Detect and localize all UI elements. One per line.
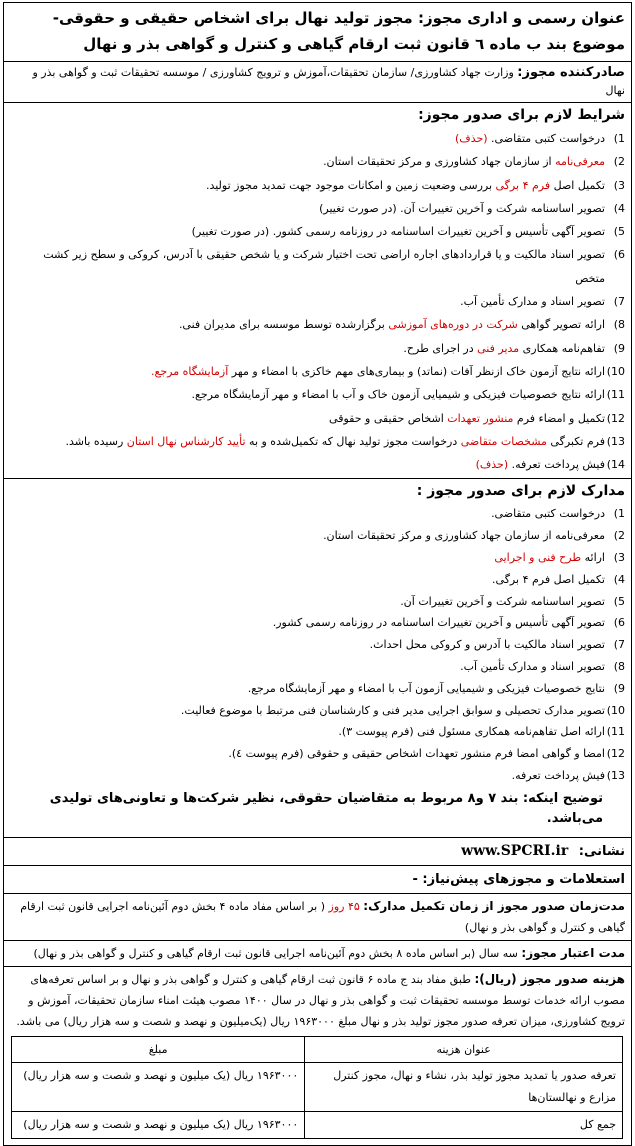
item-number: 13) bbox=[606, 769, 625, 783]
item-number: 5) bbox=[613, 225, 625, 239]
item-number: 13) bbox=[606, 434, 625, 448]
highlighted-text: فرم ۴ برگی bbox=[495, 178, 551, 192]
list-item bbox=[10, 360, 625, 383]
list-item bbox=[10, 743, 625, 765]
documents-note: توضیح اینکه: بند ٧ و٨ مربوط به متقاضیان حقوقی، نظیر شرکت‌ها و تعاونی‌های تولیدی می‌باشد. bbox=[49, 790, 603, 826]
list-item bbox=[10, 197, 625, 220]
highlighted-text: تأیید کارشناس نهال استان bbox=[126, 434, 246, 448]
list-item bbox=[10, 174, 625, 197]
item-text bbox=[10, 547, 605, 569]
item-text-part: امضا و گواهی امضا فرم منشور تعهدات اشخاص حقیقی و حقوقی (فرم پیوست ٤). bbox=[228, 747, 605, 761]
conditions-list bbox=[10, 127, 625, 476]
issuer-label: صادرکننده مجوز: bbox=[517, 65, 625, 80]
validity-text: سه سال (بر اساس ماده ۸ بخش دوم آئین‌نامه اجرایی قانون ثبت ارقام گیاهی و کنترل و گواهی بذر و نهال) bbox=[33, 946, 522, 960]
item-number: 5) bbox=[613, 594, 625, 608]
documents-list bbox=[10, 503, 625, 786]
item-text-part: رسیده باشد. bbox=[65, 434, 127, 448]
item-number: 9) bbox=[613, 681, 625, 695]
documents-heading: مدارک لازم برای صدور مجوز : bbox=[416, 483, 625, 500]
item-text-part: ارائه نتایج خصوصیات فیزیکی و شیمیایی آزمون خاک و آب با امضاء و مهر آزمایشگاه مرجع. bbox=[191, 388, 605, 402]
item-text bbox=[10, 453, 605, 476]
list-item bbox=[10, 220, 625, 243]
duration-row bbox=[3, 893, 632, 940]
item-text-part: تصویر مدارک تحصیلی و سوابق اجرایی مدیر فنی و کارشناسان فنی مرتبط با موضوع فعالیت. bbox=[180, 703, 605, 717]
list-item bbox=[10, 503, 625, 525]
item-text-part: تصویر آگهی تأسیس و آخرین تغییرات اساسنامه در روزنامه رسمی کشور. (در صورت تغییر) bbox=[191, 225, 605, 239]
item-text bbox=[10, 360, 605, 383]
item-text bbox=[10, 174, 605, 197]
item-text bbox=[10, 337, 605, 360]
item-text bbox=[10, 721, 605, 743]
item-text-part: فیش پرداخت تعرفه. bbox=[511, 769, 605, 783]
list-item bbox=[10, 612, 625, 634]
item-number: 2) bbox=[613, 529, 625, 543]
item-number: 3) bbox=[613, 178, 625, 192]
address-row bbox=[3, 837, 632, 865]
list-item bbox=[10, 591, 625, 613]
item-text-part: تصویر آگهی تأسیس و آخرین تغییرات اساسنامه در روزنامه رسمی کشور. bbox=[272, 616, 605, 630]
list-item bbox=[10, 721, 625, 743]
item-number: 7) bbox=[613, 638, 625, 652]
list-item bbox=[10, 243, 625, 290]
list-item bbox=[10, 127, 625, 150]
fee-section bbox=[3, 966, 632, 1146]
item-text bbox=[10, 313, 605, 336]
fee-row-title: تعرفه صدور یا تمدید مجوز تولید بذر، نشاء و نهال، مجوز کنترل مزارع و نهالستان‌ها bbox=[305, 1062, 623, 1111]
duration-text: ( بر اساس مفاد ماده ۴ بخش دوم آئین‌نامه اجرایی قانون ثبت ارقام گیاهی و کنترل و گواهی بذر و نهال) bbox=[20, 899, 625, 934]
list-item bbox=[10, 290, 625, 313]
fee-text: طبق مفاد بند ج ماده ۶ قانون ثبت ارقام گیاهی و کنترل و گواهی بذر و نهال و بر اساس تعرفه‌های مصوب ارائه خدمات توسط موسسه تحقیقات ثبت و گواهی بذر و نهال در سال ۱۴۰۰ مصوب هیئت امناء سازمان تحقیقات، آموزش و ترویج کشاورزی، میزان تعرفه صدور مجوز تولید بذر و نهال مبلغ ۱۹۶۳۰۰۰ ریال (یک‌میلیون و نهصد و شصت و سه هزار ریال) می باشد. bbox=[16, 972, 625, 1028]
item-text-part: تکمیل و امضاء فرم bbox=[513, 411, 605, 425]
validity-label: مدت اعتبار مجوز: bbox=[521, 945, 625, 960]
item-text-part: تکمیل اصل bbox=[550, 178, 605, 192]
fee-table bbox=[11, 1036, 623, 1139]
item-text-part: تصویر اسناد و مدارک تأمین آب. bbox=[460, 660, 605, 674]
conditions-section bbox=[3, 102, 632, 478]
list-item bbox=[10, 407, 625, 430]
list-item bbox=[10, 313, 625, 336]
item-text bbox=[10, 569, 605, 591]
item-text-part: برگزارشده توسط موسسه برای مدیران فنی. bbox=[178, 318, 389, 332]
item-text-part: ارائه اصل تفاهم‌نامه همکاری مسئول فنی (فرم پیوست ٣). bbox=[338, 725, 605, 739]
list-item bbox=[10, 453, 625, 476]
duration-label: مدت‌زمان صدور مجوز از زمان تکمیل مدارک: bbox=[363, 898, 625, 913]
list-item bbox=[10, 569, 625, 591]
list-item bbox=[10, 678, 625, 700]
fee-total-amount: ۱۹۶۳۰۰۰ ریال (یک میلیون و نهصد و شصت و سه هزار ریال) bbox=[12, 1111, 305, 1138]
fee-total-label: جمع کل bbox=[305, 1111, 623, 1138]
fee-header-amount: مبلغ bbox=[12, 1036, 305, 1062]
highlighted-text: معرفی‌نامه bbox=[555, 155, 605, 169]
item-text bbox=[10, 383, 605, 406]
item-text bbox=[10, 765, 605, 787]
item-text-part: از سازمان جهاد کشاورزی و مرکز تحقیقات استان. bbox=[323, 155, 556, 169]
item-number: 12) bbox=[606, 411, 625, 425]
item-text bbox=[10, 407, 605, 430]
item-text-part: درخواست کتبی متقاضی. bbox=[491, 507, 605, 521]
item-text bbox=[10, 700, 605, 722]
item-text bbox=[10, 150, 605, 173]
list-item bbox=[10, 700, 625, 722]
item-number: 12) bbox=[606, 747, 625, 761]
item-text-part: تفاهم‌نامه همکاری bbox=[519, 341, 605, 355]
item-text-part: تصویر اساسنامه شرکت و آخرین تغییرات آن. (در صورت تغییر) bbox=[319, 201, 605, 215]
item-text bbox=[10, 243, 605, 290]
item-text bbox=[10, 127, 605, 150]
fee-header-title: عنوان هزینه bbox=[305, 1036, 623, 1062]
item-text-part: ارائه تصویر گواهی bbox=[517, 318, 605, 332]
item-number: 8) bbox=[613, 318, 625, 332]
table-row bbox=[12, 1111, 623, 1138]
list-item bbox=[10, 150, 625, 173]
item-text-part: در اجرای طرح. bbox=[403, 341, 478, 355]
item-text bbox=[10, 503, 605, 525]
issuer-value: وزارت جهاد کشاورزی/ سازمان تحقیقات،آموزش و ترویج کشاورزی / موسسه تحقیقات ثبت و گواهی بذر و نهال bbox=[32, 66, 625, 97]
fee-label: هزینه صدور مجوز (ریال): bbox=[474, 971, 625, 986]
list-item bbox=[10, 656, 625, 678]
item-number: 6) bbox=[613, 616, 625, 630]
highlighted-text: مدیر فنی bbox=[477, 341, 520, 355]
item-number: 11) bbox=[606, 725, 625, 739]
item-number: 8) bbox=[613, 660, 625, 674]
list-item bbox=[10, 525, 625, 547]
item-number: 2) bbox=[613, 155, 625, 169]
inquiries-label: استعلامات و مجوزهای پیش‌نیاز: - bbox=[412, 871, 625, 887]
table-row bbox=[12, 1062, 623, 1111]
list-item bbox=[10, 383, 625, 406]
fee-table-header bbox=[12, 1036, 623, 1062]
item-text bbox=[10, 743, 605, 765]
item-number: 1) bbox=[613, 132, 625, 145]
item-number: 11) bbox=[606, 388, 625, 402]
item-text bbox=[10, 678, 605, 700]
item-number: 6) bbox=[613, 248, 625, 262]
item-text bbox=[10, 197, 605, 220]
documents-section bbox=[3, 478, 632, 836]
fee-row-amount: ۱۹۶۳۰۰۰ ریال (یک میلیون و نهصد و شصت و سه هزار ریال) bbox=[12, 1062, 305, 1111]
highlighted-text: شرکت در دوره‌های آموزشی bbox=[388, 318, 518, 332]
license-document bbox=[3, 2, 632, 1146]
list-item bbox=[10, 765, 625, 787]
inquiries-row bbox=[3, 865, 632, 893]
list-item bbox=[10, 547, 625, 569]
highlighted-text: منشور تعهدات bbox=[447, 411, 514, 425]
address-label: نشانی: bbox=[578, 843, 625, 859]
item-text-part: درخواست مجوز تولید نهال که تکمیل‌شده و به bbox=[245, 434, 461, 448]
item-text-part: تصویر اسناد مالکیت با آدرس و کروکی محل احداث. bbox=[369, 638, 605, 652]
item-text-part: ارائه نتایج آزمون خاک ازنظر آفات (نماتد) و بیماری‌های مهم خاکزی با امضاء و مهر bbox=[228, 364, 605, 378]
highlighted-text: طرح فنی و اجرایی bbox=[494, 551, 582, 565]
highlighted-text: (حذف) bbox=[455, 132, 488, 145]
item-text-part: ارائه bbox=[581, 551, 605, 565]
item-text-part: نتایج خصوصیات فیزیکی و شیمیایی آزمون آب با امضاء و مهر آزمایشگاه مرجع. bbox=[247, 681, 605, 695]
document-title: عنوان رسمی و اداری مجوز: مجوز تولید نهال برای اشخاص حقیقی و حقوقی- موضوع بند ب ماده ٦ قانون ثبت ارقام گیاهی و کنترل و گواهی بذر و نهال bbox=[3, 2, 632, 61]
item-text-part: تکمیل اصل فرم ۴ برگی. bbox=[492, 572, 605, 586]
item-text bbox=[10, 634, 605, 656]
item-text-part: فیش پرداخت تعرفه. bbox=[508, 458, 605, 472]
duration-days: ۴۵ روز bbox=[328, 899, 360, 913]
item-number: 4) bbox=[613, 572, 625, 586]
item-number: 9) bbox=[613, 341, 625, 355]
conditions-heading: شرایط لازم برای صدور مجوز: bbox=[418, 107, 625, 123]
item-text-part: تصویر اسناد مالکیت و یا قراردادهای اجاره اراضی تحت اختیار شرکت و یا شخص حقیقی با آدرس، کروکی و سطح زیر کشت متخص bbox=[43, 248, 605, 285]
item-text bbox=[10, 591, 605, 613]
issuer-row bbox=[3, 61, 632, 102]
validity-row bbox=[3, 940, 632, 966]
item-text-part: تصویر اسناد و مدارک تأمین آب. bbox=[460, 295, 605, 309]
item-text bbox=[10, 612, 605, 634]
list-item bbox=[10, 337, 625, 360]
list-item bbox=[10, 430, 625, 453]
item-text bbox=[10, 525, 605, 547]
item-text-part: معرفی‌نامه از سازمان جهاد کشاورزی و مرکز تحقیقات استان. bbox=[323, 529, 605, 543]
highlighted-text: آزمایشگاه مرجع. bbox=[151, 364, 229, 378]
item-text-part: تصویر اساسنامه شرکت و آخرین تغییرات آن. bbox=[400, 594, 605, 608]
item-text bbox=[10, 220, 605, 243]
item-text bbox=[10, 430, 605, 453]
list-item bbox=[10, 634, 625, 656]
item-number: 10) bbox=[606, 364, 625, 378]
item-number: 3) bbox=[613, 551, 625, 565]
website-link[interactable]: www.SPCRI.ir bbox=[461, 842, 569, 859]
highlighted-text: مشخصات متقاضی bbox=[460, 434, 547, 448]
item-number: 7) bbox=[613, 295, 625, 309]
item-text bbox=[10, 290, 605, 313]
item-text bbox=[10, 656, 605, 678]
item-text-part: اشخاص حقیقی و حقوقی bbox=[329, 411, 448, 425]
item-number: 4) bbox=[613, 201, 625, 215]
item-number: 10) bbox=[606, 703, 625, 717]
highlighted-text: (حذف) bbox=[475, 458, 509, 472]
item-text-part: درخواست کتبی متقاضی. bbox=[487, 132, 605, 145]
item-text-part: بررسی وضعیت زمین و امکانات موجود جهت تمدید مجوز تولید. bbox=[205, 178, 496, 192]
item-number: 1) bbox=[613, 507, 625, 521]
item-number: 14) bbox=[606, 458, 625, 472]
item-text-part: فرم تکبرگی bbox=[546, 434, 605, 448]
